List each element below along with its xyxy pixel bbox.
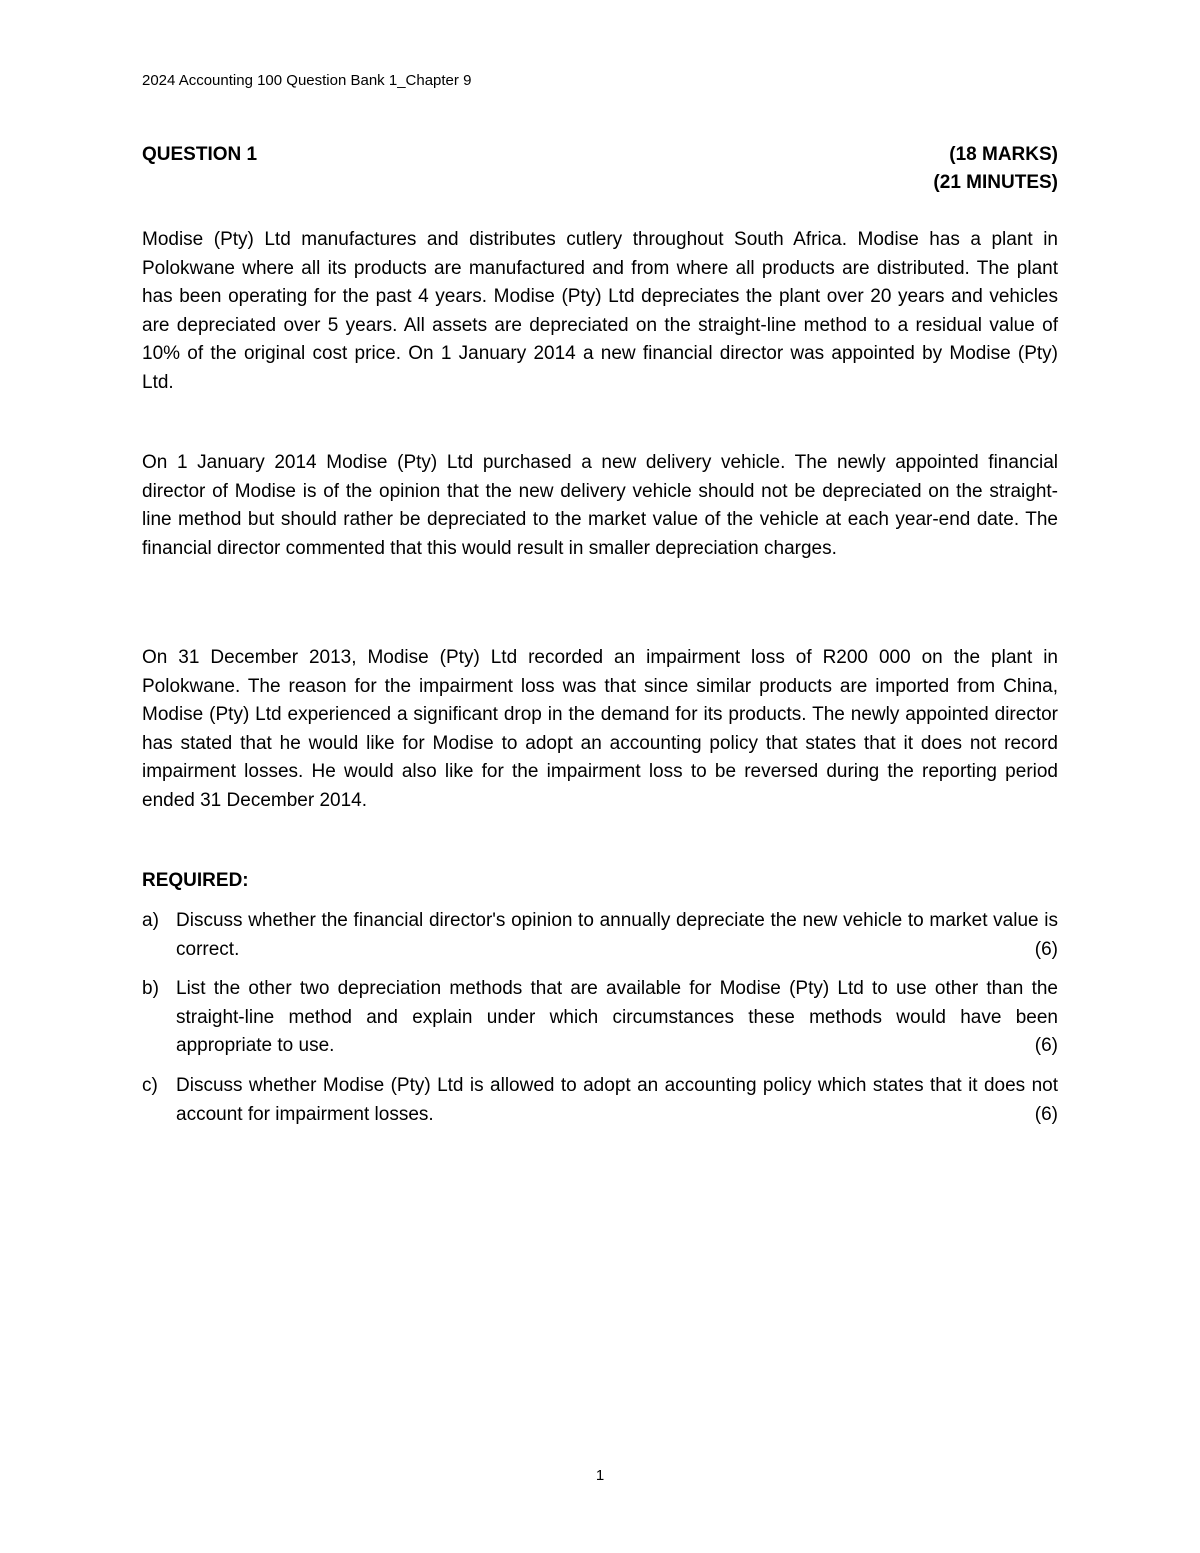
question-title: QUESTION 1 — [142, 144, 258, 165]
required-list — [142, 907, 1058, 1140]
required-item-marks: (6) — [1034, 938, 1058, 960]
question-marks: (18 MARKS) — [949, 144, 1058, 165]
required-item-marks: (6) — [1034, 1103, 1058, 1125]
required-item-body — [176, 907, 1058, 964]
required-item-marks: (6) — [1034, 1035, 1058, 1057]
paragraph-impairment-loss: On 31 December 2013, Modise (Pty) Ltd recorded an impairment loss of R200 000 on the plant in Polokwane. The reason for the impairment loss was that since similar products are imported from China, Modise (Pty) Ltd experienced a significant drop in the demand for its products. The newly appointed director has stated that he would like for Modise to adopt an accounting policy that states that it does not record impairment losses. He would also like for the impairment loss to be reversed during the reporting period ended 31 December 2014. — [142, 647, 1058, 811]
page-header: 2024 Accounting 100 Question Bank 1_Chapter 9 — [142, 72, 472, 89]
required-item-text: List the other two depreciation methods that are available for Modise (Pty) Ltd to use other than the straight-line method and explain under which circumstances these methods would have been appropriate to use. — [176, 978, 1058, 1057]
required-heading: REQUIRED: — [142, 870, 249, 891]
required-item-letter: a) — [142, 910, 159, 931]
required-item-text: Discuss whether Modise (Pty) Ltd is allowed to adopt an accounting policy which states that it does not account for impairment losses. — [176, 1074, 1058, 1125]
required-item-body — [176, 1072, 1058, 1129]
required-item-c — [142, 1072, 1058, 1129]
page-number: 1 — [595, 1467, 605, 1484]
paragraph-delivery-vehicle: On 1 January 2014 Modise (Pty) Ltd purchased a new delivery vehicle. The newly appointed financial director of Modise is of the opinion that the new delivery vehicle should not be depreciated on the straight-line method but should rather be depreciated to the market value of the vehicle at each year-end date. The financial director commented that this would result in smaller depreciation charges. — [142, 452, 1058, 559]
required-item-body — [176, 975, 1058, 1061]
required-item-letter: c) — [142, 1074, 158, 1096]
paragraph-company-background: Modise (Pty) Ltd manufactures and distributes cutlery throughout South Africa. Modise has a plant in Polokwane where all its products are manufactured and from where all products are distributed. The plant has been operating for the past 4 years. Modise (Pty) Ltd depreciates the plant over 20 years and vehicles are depreciated over 5 years. All assets are depreciated on the straight-line method to a residual value of 10% of the original cost price. On 1 January 2014 a new financial director was appointed by Modise (Pty) Ltd. — [142, 229, 1058, 393]
required-item-letter: b) — [142, 978, 159, 1000]
question-minutes: (21 MINUTES) — [933, 172, 1058, 193]
required-item-b — [142, 975, 1058, 1061]
required-item-a — [142, 907, 1058, 964]
required-item-text: Discuss whether the financial director's opinion to annually depreciate the new vehicle to market value is correct. — [176, 910, 1058, 960]
